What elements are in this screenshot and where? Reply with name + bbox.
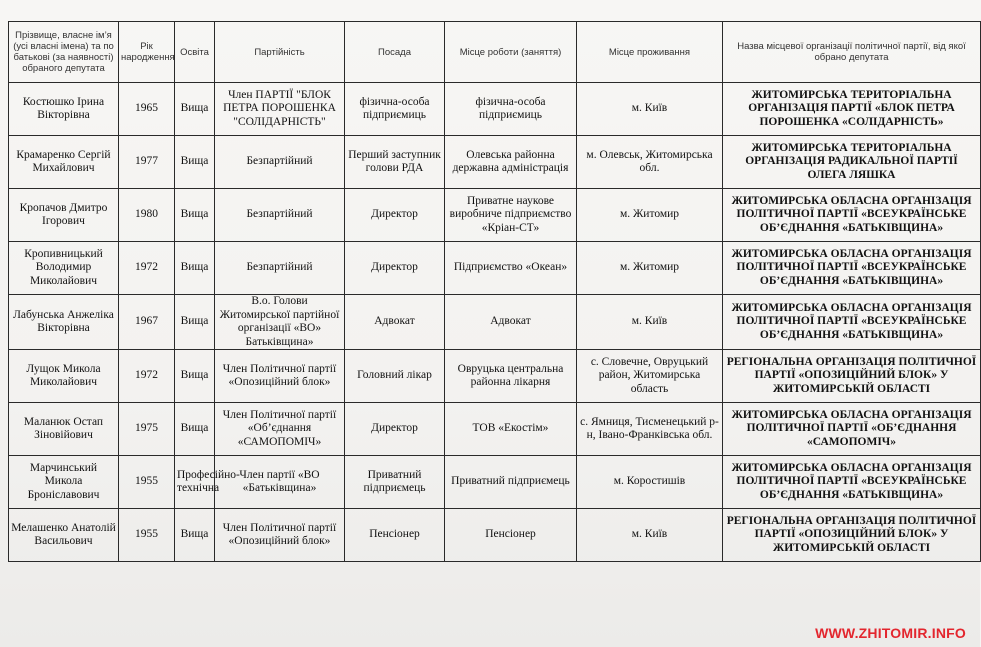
position: Перший заступник голови РДА: [345, 136, 445, 189]
education: Вища: [175, 350, 215, 403]
workplace: Адвокат: [445, 295, 577, 350]
party-membership: Член Політичної партії «Об’єднання «САМОПОМІЧ»: [215, 403, 345, 456]
party-organization: ЖИТОМИРСЬКА ОБЛАСНА ОРГАНІЗАЦІЯ ПОЛІТИЧНОЇ ПАРТІЇ «ВСЕУКРАЇНСЬКЕ ОБ’ЄДНАННЯ «БАТЬКІВЩИНА»: [723, 189, 981, 242]
deputies-table: [8, 21, 981, 562]
workplace: Овруцька центральна районна лікарня: [445, 350, 577, 403]
party-membership: Член Політичної партії «Опозиційний блок»: [215, 509, 345, 562]
birth-year: 1980: [119, 189, 175, 242]
birth-year: 1972: [119, 242, 175, 295]
deputy-name: Лущок Микола Миколайович: [9, 350, 119, 403]
table-row: [9, 403, 981, 456]
residence: с. Ямниця, Тисменецький р-н, Івано-Франківська обл.: [577, 403, 723, 456]
workplace: ТОВ «Екостім»: [445, 403, 577, 456]
table-row: [9, 189, 981, 242]
party-organization: РЕГІОНАЛЬНА ОРГАНІЗАЦІЯ ПОЛІТИЧНОЇ ПАРТІЇ «ОПОЗИЦІЙНИЙ БЛОК» У ЖИТОМИРСЬКІЙ ОБЛАСТІ: [723, 350, 981, 403]
workplace: Підприємство «Океан»: [445, 242, 577, 295]
residence: м. Коростишів: [577, 456, 723, 509]
header-organization: Назва місцевої організації політичної партії, від якої обрано депутата: [723, 22, 981, 83]
position: Адвокат: [345, 295, 445, 350]
deputy-name: Марчинський Микола Броніславович: [9, 456, 119, 509]
education: Вища: [175, 403, 215, 456]
deputy-name: Кропивницький Володимир Миколайович: [9, 242, 119, 295]
table-row: [9, 509, 981, 562]
education: Вища: [175, 83, 215, 136]
deputy-name: Маланюк Остап Зіновійович: [9, 403, 119, 456]
deputy-name: Кропачов Дмитро Ігорович: [9, 189, 119, 242]
position: Головний лікар: [345, 350, 445, 403]
position: Директор: [345, 242, 445, 295]
education: Вища: [175, 295, 215, 350]
residence: м. Київ: [577, 83, 723, 136]
party-organization: ЖИТОМИРСЬКА ОБЛАСНА ОРГАНІЗАЦІЯ ПОЛІТИЧНОЇ ПАРТІЇ «ОБ’ЄДНАННЯ «САМОПОМІЧ»: [723, 403, 981, 456]
table-row: [9, 456, 981, 509]
header-party: Партійність: [215, 22, 345, 83]
birth-year: 1955: [119, 456, 175, 509]
header-position: Посада: [345, 22, 445, 83]
table-row: [9, 295, 981, 350]
party-organization: ЖИТОМИРСЬКА ОБЛАСНА ОРГАНІЗАЦІЯ ПОЛІТИЧНОЇ ПАРТІЇ «ВСЕУКРАЇНСЬКЕ ОБ’ЄДНАННЯ «БАТЬКІВЩИНА»: [723, 456, 981, 509]
position: Директор: [345, 403, 445, 456]
deputy-name: Мелашенко Анатолій Васильович: [9, 509, 119, 562]
position: Приватний підприємець: [345, 456, 445, 509]
residence: м. Олевськ, Житомирська обл.: [577, 136, 723, 189]
header-workplace: Місце роботи (заняття): [445, 22, 577, 83]
party-membership: Член партії «ВО «Батьківщина»: [215, 456, 345, 509]
party-organization: РЕГІОНАЛЬНА ОРГАНІЗАЦІЯ ПОЛІТИЧНОЇ ПАРТІЇ «ОПОЗИЦІЙНИЙ БЛОК» У ЖИТОМИРСЬКІЙ ОБЛАСТІ: [723, 509, 981, 562]
party-membership: Безпартійний: [215, 242, 345, 295]
table-row: [9, 242, 981, 295]
birth-year: 1972: [119, 350, 175, 403]
birth-year: 1977: [119, 136, 175, 189]
birth-year: 1967: [119, 295, 175, 350]
header-name: Прізвище, власне ім’я (усі власні імена) та по батькові (за наявності) обраного депутата: [9, 22, 119, 83]
position: Директор: [345, 189, 445, 242]
table-row: [9, 350, 981, 403]
education: Професійно-технічна: [175, 456, 215, 509]
party-organization: ЖИТОМИРСЬКА ТЕРИТОРІАЛЬНА ОРГАНІЗАЦІЯ ПАРТІЇ «БЛОК ПЕТРА ПОРОШЕНКА «СОЛІДАРНІСТЬ»: [723, 83, 981, 136]
party-membership: Член ПАРТІЇ "БЛОК ПЕТРА ПОРОШЕНКА "СОЛІДАРНІСТЬ": [215, 83, 345, 136]
position: фізична-особа підприємиць: [345, 83, 445, 136]
header-residence: Місце проживання: [577, 22, 723, 83]
party-membership: В.о. Голови Житомирської партійної організації «ВО» Батьківщина»: [215, 295, 345, 350]
party-organization: ЖИТОМИРСЬКА ТЕРИТОРІАЛЬНА ОРГАНІЗАЦІЯ РАДИКАЛЬНОЇ ПАРТІЇ ОЛЕГА ЛЯШКА: [723, 136, 981, 189]
workplace: фізична-особа підприємиць: [445, 83, 577, 136]
education: Вища: [175, 242, 215, 295]
table-row: [9, 83, 981, 136]
residence: м. Київ: [577, 509, 723, 562]
birth-year: 1965: [119, 83, 175, 136]
residence: с. Словечне, Овруцький район, Житомирська область: [577, 350, 723, 403]
table-header-row: [9, 22, 981, 83]
workplace: Приватне наукове виробниче підприємство «Кріан-СТ»: [445, 189, 577, 242]
party-organization: ЖИТОМИРСЬКА ОБЛАСНА ОРГАНІЗАЦІЯ ПОЛІТИЧНОЇ ПАРТІЇ «ВСЕУКРАЇНСЬКЕ ОБ’ЄДНАННЯ «БАТЬКІВЩИНА»: [723, 295, 981, 350]
birth-year: 1975: [119, 403, 175, 456]
site-watermark[interactable]: WWW.ZHITOMIR.INFO: [815, 625, 966, 641]
workplace: Олевська районна державна адміністрація: [445, 136, 577, 189]
header-education: Освіта: [175, 22, 215, 83]
table-row: [9, 136, 981, 189]
workplace: Приватний підприємець: [445, 456, 577, 509]
party-membership: Член Політичної партії «Опозиційний блок»: [215, 350, 345, 403]
party-membership: Безпартійний: [215, 189, 345, 242]
residence: м. Житомир: [577, 189, 723, 242]
party-membership: Безпартійний: [215, 136, 345, 189]
birth-year: 1955: [119, 509, 175, 562]
header-year: Рік народження: [119, 22, 175, 83]
education: Вища: [175, 189, 215, 242]
deputy-name: Костюшко Ірина Вікторівна: [9, 83, 119, 136]
position: Пенсіонер: [345, 509, 445, 562]
education: Вища: [175, 509, 215, 562]
deputy-name: Крамаренко Сергій Михайлович: [9, 136, 119, 189]
workplace: Пенсіонер: [445, 509, 577, 562]
residence: м. Житомир: [577, 242, 723, 295]
residence: м. Київ: [577, 295, 723, 350]
deputy-name: Лабунська Анжеліка Вікторівна: [9, 295, 119, 350]
party-organization: ЖИТОМИРСЬКА ОБЛАСНА ОРГАНІЗАЦІЯ ПОЛІТИЧНОЇ ПАРТІЇ «ВСЕУКРАЇНСЬКЕ ОБ’ЄДНАННЯ «БАТЬКІВЩИНА»: [723, 242, 981, 295]
education: Вища: [175, 136, 215, 189]
